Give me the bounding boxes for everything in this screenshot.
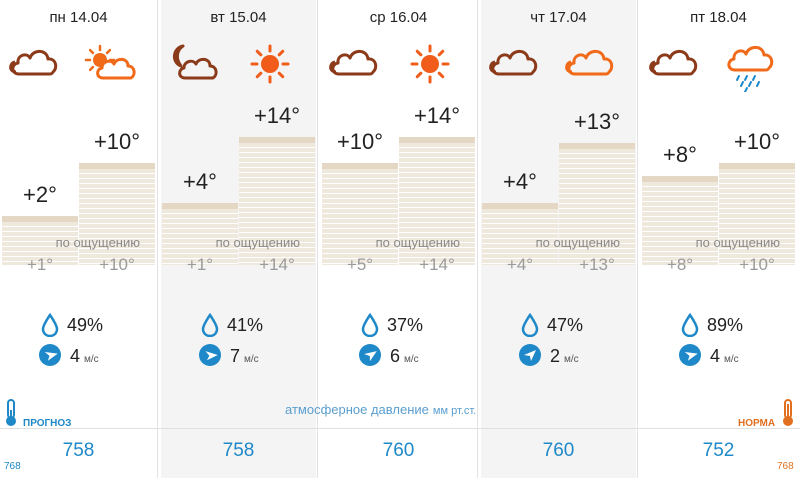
humidity-drop-icon [201, 313, 219, 337]
cloudy-icon [7, 42, 67, 92]
feels-like-label: по ощущению [215, 235, 300, 250]
night-temp: +4° [183, 168, 217, 194]
sun-icon [243, 42, 303, 92]
cloudy-icon [563, 42, 623, 92]
pressure-scale-right: 768 [777, 461, 794, 472]
wind-speed: 6 м/с [390, 346, 419, 366]
pressure-value: 752 [702, 440, 735, 461]
night-feels-like: +1° [26, 255, 54, 274]
day-feels-like: +10° [739, 255, 775, 274]
day-date: чт 17.04 [530, 9, 587, 26]
humidity-value: 37% [387, 315, 424, 335]
feels-like-label: по ощущению [695, 235, 780, 250]
cloudy-icon [327, 42, 387, 92]
night-temp: +8° [663, 142, 697, 168]
norm-label: НОРМА [738, 418, 776, 429]
wind-direction-icon [358, 343, 382, 367]
weather-icons [641, 42, 796, 92]
pressure-value: 760 [542, 440, 575, 461]
night-feels-like: +5° [346, 255, 374, 274]
day-temp: +14° [253, 102, 301, 128]
wind-speed: 7 м/с [230, 346, 259, 366]
wind-speed: 4 м/с [710, 346, 739, 366]
day-column [1, 0, 156, 478]
day-temp: +10° [733, 129, 781, 154]
day-temp: +10° [93, 129, 141, 154]
pressure-value: 760 [382, 440, 415, 461]
wind-speed: 4 м/с [70, 346, 99, 366]
weather-icons [161, 42, 316, 92]
forecast-label: ПРОГНОЗ [23, 418, 72, 429]
wind-direction-icon [678, 343, 702, 367]
day-feels-like: +14° [259, 255, 295, 274]
thermometer-cold-icon [3, 398, 19, 428]
thermometer-warm-icon [780, 398, 796, 428]
column-separator [477, 0, 478, 478]
column-separator [157, 0, 158, 478]
pressure-title: атмосферное давление мм рт.ст. [285, 402, 477, 417]
humidity-value: 47% [547, 315, 584, 335]
sun-icon [403, 42, 463, 92]
rain-cloud-icon [723, 42, 783, 92]
night-temp: +10° [336, 129, 384, 154]
day-date: пт 18.04 [690, 9, 747, 26]
day-temp: +13° [573, 109, 621, 135]
cloudy-icon [647, 42, 707, 92]
wind-speed: 2 м/с [550, 346, 579, 366]
weather-icons [321, 42, 476, 92]
moon-cloud-icon [167, 42, 227, 92]
humidity-value: 89% [707, 315, 744, 335]
weather-icons [481, 42, 636, 92]
day-temp: +14° [413, 102, 461, 128]
night-feels-like: +4° [506, 255, 534, 274]
wind-direction-icon [38, 343, 62, 367]
pressure-scale-left: 768 [4, 461, 21, 472]
night-feels-like: +1° [186, 255, 214, 274]
feels-like-label: по ощущению [375, 235, 460, 250]
night-temp: +2° [23, 181, 57, 207]
day-date: ср 16.04 [369, 9, 428, 26]
humidity-drop-icon [361, 313, 379, 337]
partly-sunny-icon [83, 42, 143, 92]
pressure-divider [0, 428, 800, 429]
night-temp: +4° [503, 168, 537, 194]
night-temp-bar [642, 176, 718, 265]
day-column [481, 0, 636, 478]
day-date: вт 15.04 [210, 9, 267, 26]
weather-icons [1, 42, 156, 92]
day-feels-like: +10° [99, 255, 135, 274]
humidity-drop-icon [681, 313, 699, 337]
humidity-value: 49% [67, 315, 104, 335]
feels-like-label: по ощущению [535, 235, 620, 250]
pressure-value: 758 [222, 440, 255, 461]
feels-like-label: по ощущению [55, 235, 140, 250]
humidity-drop-icon [41, 313, 59, 337]
humidity-drop-icon [521, 313, 539, 337]
column-separator [637, 0, 638, 478]
wind-direction-icon [198, 343, 222, 367]
humidity-value: 41% [227, 315, 264, 335]
day-feels-like: +14° [419, 255, 455, 274]
cloudy-icon [487, 42, 547, 92]
day-feels-like: +13° [579, 255, 615, 274]
day-date: пн 14.04 [49, 9, 108, 26]
night-feels-like: +8° [666, 255, 694, 274]
pressure-value: 758 [62, 440, 95, 461]
day-column [641, 0, 796, 478]
wind-direction-icon [518, 343, 542, 367]
